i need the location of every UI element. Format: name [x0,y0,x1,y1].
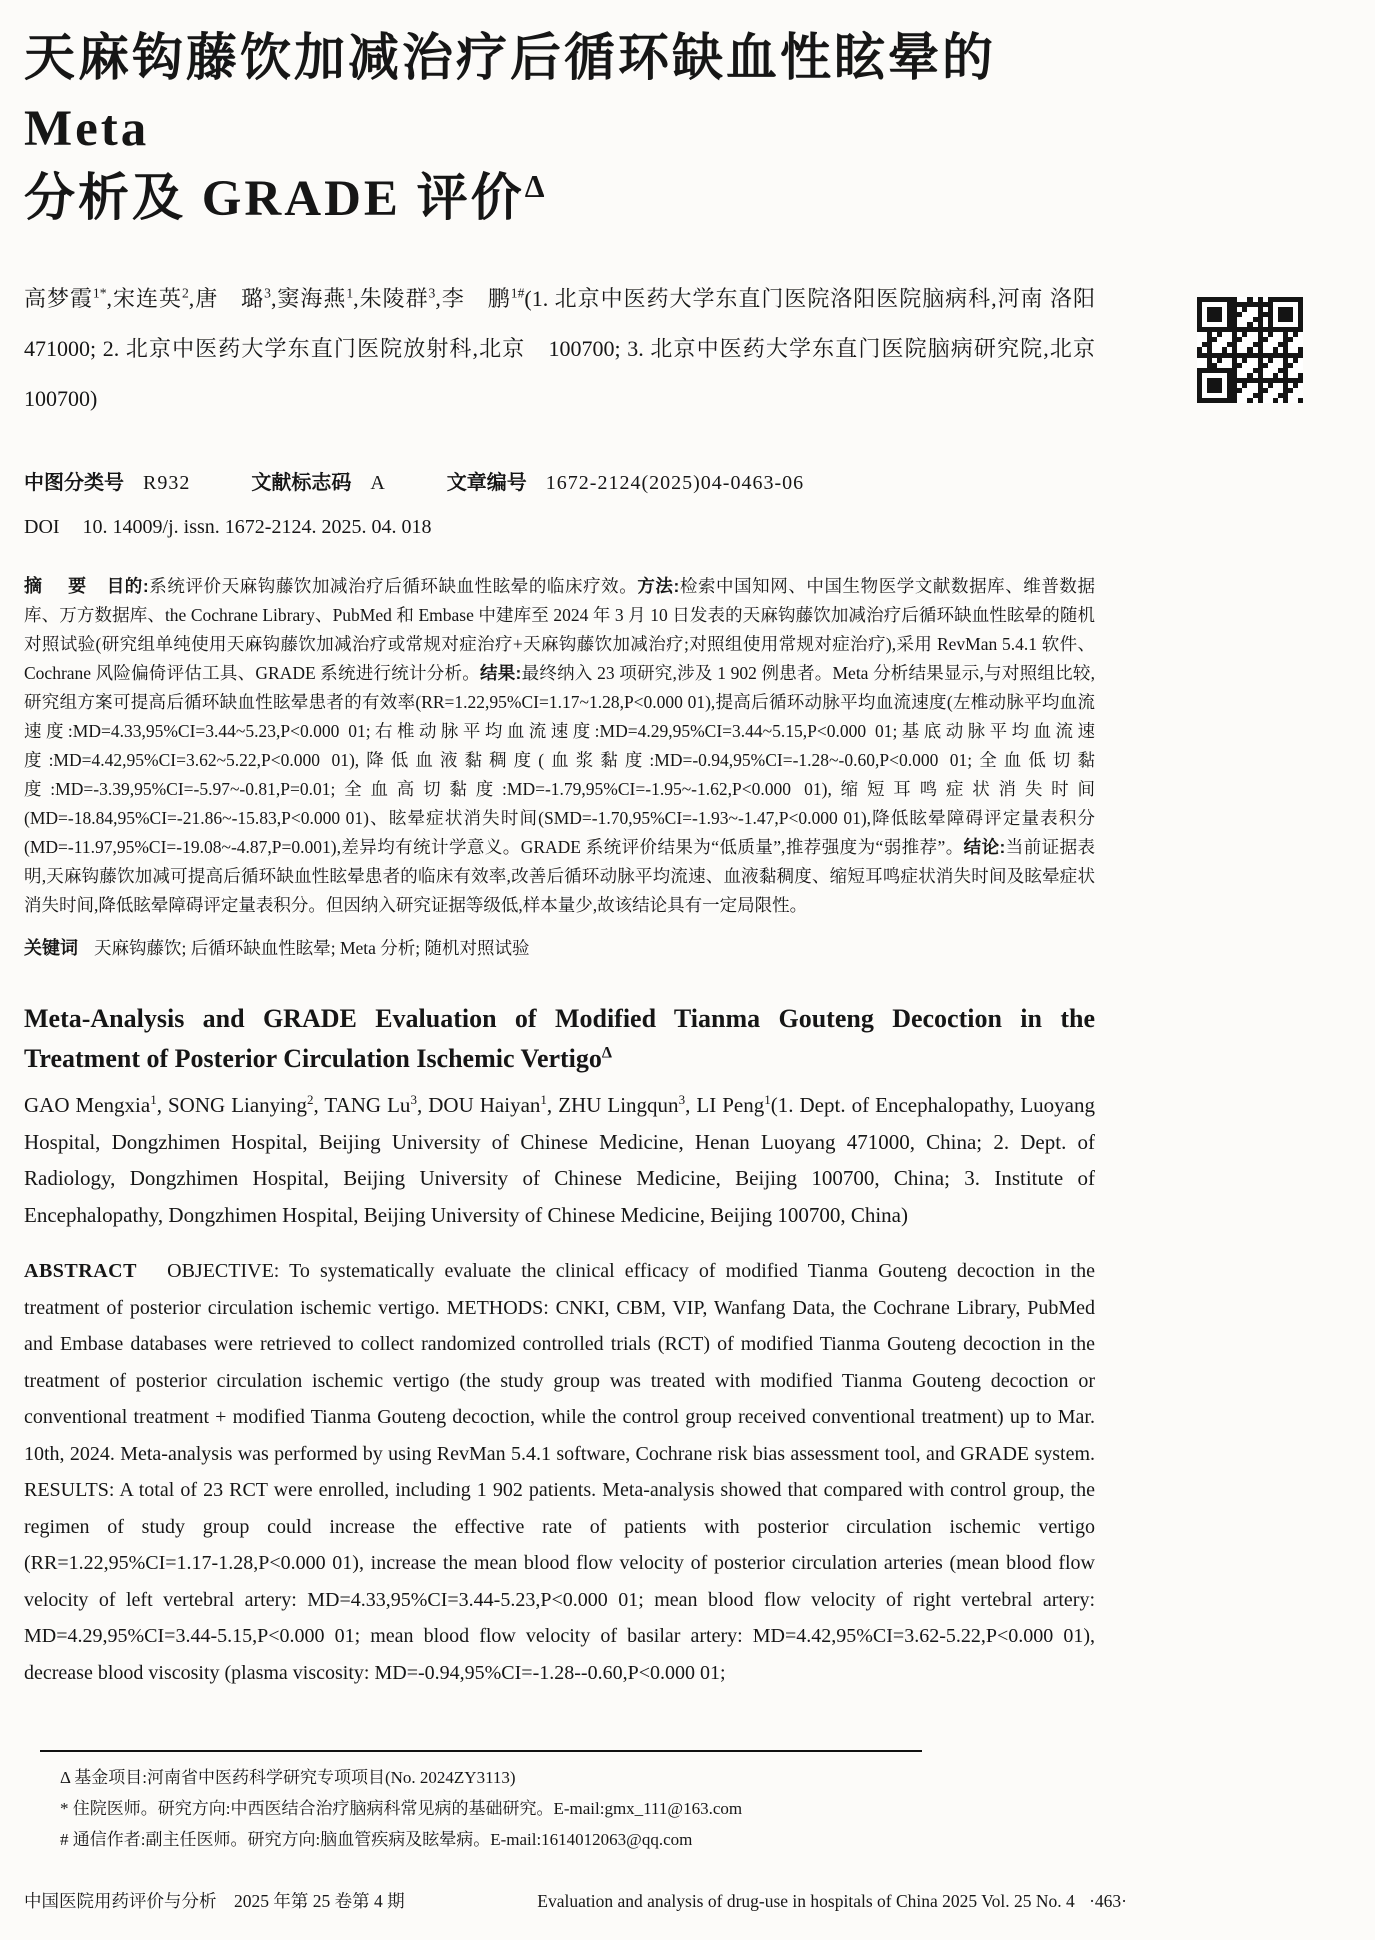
doi-row [24,512,1095,542]
classification-row [24,468,1095,498]
footer-journal-en [527,1888,1127,1914]
keywords-cn-text: 天麻钩藤饮; 后循环缺血性眩晕; Meta 分析; 随机对照试验 [94,938,530,958]
article-meta-block [24,468,1095,542]
abstract-cn-label: 摘 要 [24,576,97,596]
footer-journal-cn: 中国医院用药评价与分析 2025 年第 25 卷第 4 期 [24,1891,405,1911]
footer-journal-en-text: Evaluation and analysis of drug-use in hospitals of China 2025 Vol. 25 No. 4 [537,1891,1075,1911]
footnote-funding: Δ 基金项目:河南省中医药科学研究专项项目(No. 2024ZY3113) [60,1768,516,1787]
footer-page-number: ·463· [1089,1891,1127,1911]
article-no-label: 文章编号 [446,472,527,494]
keywords-cn-label: 关键词 [24,938,78,958]
abstract-cn-text: 目的:系统评价天麻钩藤饮加减治疗后循环缺血性眩晕的临床疗效。方法:检索中国知网、中国生物医学文献数据库、维普数据库、万方数据库、the Cochrane Library、PubMed 和 Embase 中建库至 2024 年 3 月 10 日发表的天麻钩藤饮加减治疗后循环缺血性眩晕的随机对照试验(研究组单纯使用天麻钩藤饮加减治疗或常规对症治疗+天麻钩藤饮加减治疗;对照组使用常规对症治疗),采用 RevMan 5.4.1 软件、Cochrane 风险偏倚评估工具、GRADE 系统进行统计分析。结果:最终纳入 23 项研究,涉及 1 902 例患者。Meta 分析结果显示,与对照组比较,研究组方案可提高后循环缺血性眩晕患者的有效率(RR=1.22,95%CI=1.17~1.28,P<0.000 01),提高后循环动脉平均血流速度(左椎动脉平均血流速度:MD=4.33,95%CI=3.44~5.23,P<0.000 01;右椎动脉平均血流速度:MD=4.29,95%CI=3.44~5.15,P<0.000 01;基底动脉平均血流速度:MD=4.42,95%CI=3.62~5.22,P<0.000 01),降低血液黏稠度(血浆黏度:MD=-0.94,95%CI=-1.28~-0.60,P<0.000 01;全血低切黏度:MD=-3.39,95%CI=-5.97~-0.81,P=0.01;全血高切黏度:MD=-1.79,95%CI=-1.95~-1.62,P<0.000 01),缩短耳鸣症状消失时间(MD=-18.84,95%CI=-21.86~-15.83,P<0.000 01)、眩晕症状消失时间(SMD=-1.70,95%CI=-1.93~-1.47,P<0.000 01),降低眩晕障碍评定量表积分(MD=-11.97,95%CI=-19.08~-4.87,P=0.001),差异均有统计学意义。GRADE 系统评价结果为“低质量”,推荐强度为“弱推荐”。结论:当前证据表明,天麻钩藤饮加减可提高后循环缺血性眩晕患者的临床有效率,改善后循环动脉平均流速、血液黏稠度、缩短耳鸣症状消失时间及眩晕症状消失时间,降低眩晕障碍评定量表积分。但因纳入研究证据等级低,样本量少,故该结论具有一定局限性。 [24,576,1096,915]
qr-code [1197,297,1303,403]
page-footer [24,1888,1127,1914]
clc-label: 中图分类号 [24,472,124,494]
authors-affiliations-cn: 高梦霞$^{1*}$,宋连英$^2$,唐 璐$^3$,窦海燕$^1$,朱陵群$^3$,李 鹏$^{1\#}$(1. 北京中医药大学东直门医院洛阳医院脑病科,河南 洛阳 471000; 2. 北京中医药大学东直门医院放射科,北京 100700; 3. 北京中医药大学东直门医院脑病研究院,北京 100700) [24,285,1118,411]
article-title-cn [24,24,1095,234]
doc-code-label: 文献标志码 [251,472,352,494]
footnotes [40,1750,1080,1855]
abstract-en: ABSTRACT OBJECTIVE: To systematically evaluate the clinical efficacy of modified Tianma Gouteng decoction in the treatment of posterior circulation ischemic vertigo. METHODS: CNKI, CBM, VIP, Wanfang Data, the Cochrane Library, PubMed and Embase databases were retrieved to collect randomized controlled trials (RCT) of modified Tianma Gouteng decoction in the treatment of posterior circulation ischemic vertigo (the study group was treated with modified Tianma Gouteng decoction or conventional treatment + modified Tianma Gouteng decoction, while the control group received conventional treatment) up to Mar. 10th, 2024. Meta-analysis was performed by using RevMan 5.4.1 software, Cochrane risk bias assessment tool, and GRADE system. RESULTS: A total of 23 RCT were enrolled, including 1 902 patients. Meta-analysis showed that compared with control group, the regimen of study group could increase the effective rate of patients with posterior circulation ischemic vertigo (RR=1.22,95%CI=1.17-1.28,P<0.000 01), increase the mean blood flow velocity of posterior circulation arteries (mean blood flow velocity of left vertebral artery: MD=4.33,95%CI=3.44-5.23,P<0.000 01; mean blood flow velocity of right vertebral artery: MD=4.29,95%CI=3.44-5.15,P<0.000 01; mean blood flow velocity of basilar artery: MD=4.42,95%CI=3.62-5.22,P<0.000 01), decrease blood viscosity (plasma viscosity: MD=-0.94,95%CI=-1.28--0.60,P<0.000 01; [24,1260,1095,1684]
article-title-en: Meta-Analysis and GRADE Evaluation of Modified Tianma Gouteng Decoction in the Treatment of Posterior Circulation Ischemic Vertigo$^\Delta$ [24,1004,1095,1073]
doc-code-value: A [370,472,386,494]
article-no-value: 1672-2124(2025)04-0463-06 [545,472,805,494]
doi-label: DOI [24,516,60,538]
clc-value: R932 [143,472,191,494]
authors-affiliations-en: GAO Mengxia$^1$, SONG Lianying$^2$, TANG Lu$^3$, DOU Haiyan$^1$, ZHU Lingqun$^3$, LI Peng$^1$(1. Dept. of Encephalopathy, Luoyang Hospital, Dongzhimen Hospital, Beijing University of Chinese Medicine, Henan Luoyang 471000, China; 2. Dept. of Radiology, Dongzhimen Hospital, Beijing University of Chinese Medicine, Beijing 100700, China; 3. Institute of Encephalopathy, Dongzhimen Hospital, Beijing University of Chinese Medicine, Beijing 100700, China) [24,1092,1095,1227]
footnote-first-author: * 住院医师。研究方向:中西医结合治疗脑病科常见病的基础研究。E-mail:gmx_111@163.com [60,1799,743,1818]
footnote-corresponding-author: # 通信作者:副主任医师。研究方向:脑血管疾病及眩晕病。E-mail:1614012063@qq.com [60,1830,693,1849]
keywords-cn [24,934,1095,963]
abstract-cn [24,572,1095,920]
article-title-cn-line1: 天麻钩藤饮加减治疗后循环缺血性眩晕的 Meta [24,31,997,157]
article-title-cn-line2: 分析及 GRADE 评价$^\Delta$ [24,169,548,227]
doi-value: 10. 14009/j. issn. 1672-2124. 2025. 04. 018 [82,516,432,538]
page-content [24,0,1118,1691]
